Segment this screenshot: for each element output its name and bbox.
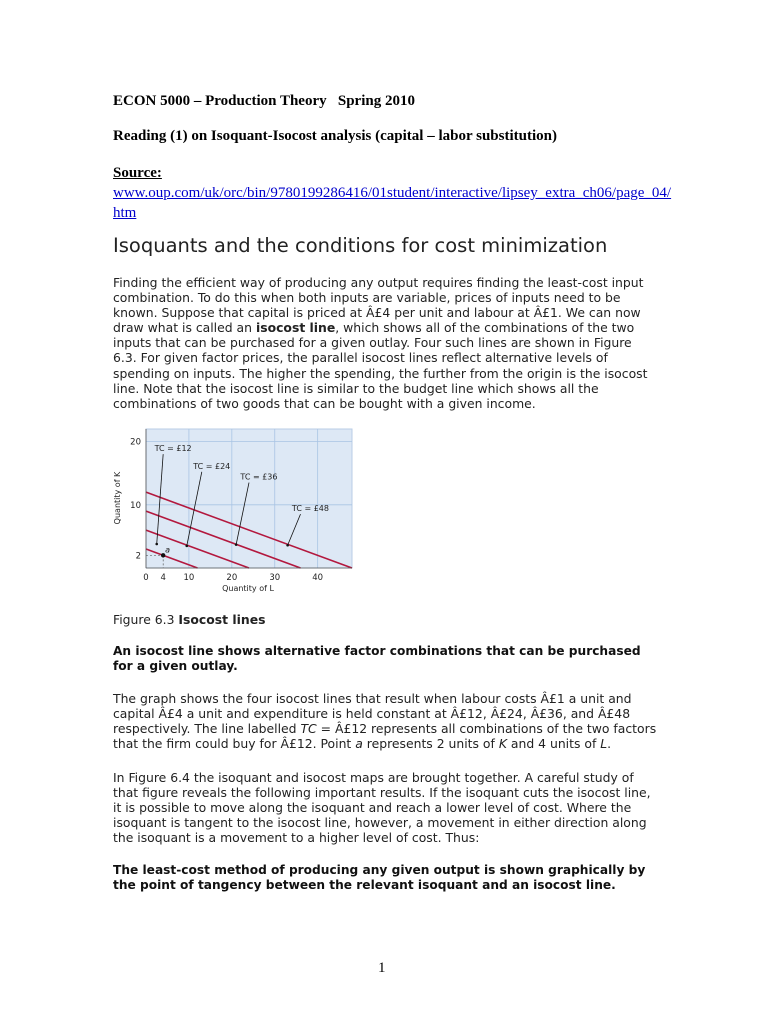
series-label-1: TC = £12 bbox=[154, 444, 192, 454]
series-label-4: TC = £48 bbox=[291, 504, 329, 514]
page-number: 1 bbox=[378, 960, 386, 976]
x-tick-label: 0 bbox=[143, 573, 149, 583]
tc-symbol: TC bbox=[300, 721, 317, 737]
graph-text-2: = Â£12 represents all combinations of the two factors that the firm could buy for Â£12. Point bbox=[113, 721, 657, 752]
caption-title: Isocost lines bbox=[178, 612, 266, 627]
reading-title: Reading (1) on Isoquant-Isocost analysis (capital – labor substitution) bbox=[113, 128, 557, 144]
pointer-arrowhead bbox=[286, 544, 289, 547]
k-symbol: K bbox=[498, 736, 507, 752]
graph-text-4: and 4 units of bbox=[506, 736, 601, 752]
figure-6-4-paragraph: In Figure 6.4 the isoquant and isocost maps are brought together. A careful study of that figure reveals the following important results. If the isoquant cuts the isocost line, it is possible to move along the isoquant and reach a lower level of cost. Where the isoquant is tangent to the isocost line, however, a movement in either direction along the isoquant is a movement to a higher level of cost. Thus: bbox=[113, 770, 651, 846]
series-label-3: TC = £36 bbox=[240, 472, 278, 482]
intro-text-2: , which shows all of the combinations of the two inputs that can be purchased for a given outlay. Four such lines are shown in Figure 6.3. For given factor prices, the parallel isocost lines reflect alternative levels of spending on inputs. The higher the spending, the further from the origin is the isocost line. Note that the isocost line is similar to the budget line which shows all the combinations of two goods that can be bought with a given income. bbox=[113, 320, 648, 411]
y-axis-label: Quantity of K bbox=[113, 471, 122, 525]
y-tick-labels bbox=[130, 438, 141, 562]
pointer-arrowhead bbox=[155, 543, 158, 546]
intro-text-1: Finding the efficient way of producing any output requires finding the least-cost input combination. To do this when both inputs are variable, prices of inputs need to be known. Suppose that capital is priced at Â£4 per unit and labour at Â£1. We can now draw what is called an bbox=[113, 275, 644, 336]
x-tick-label: 10 bbox=[183, 573, 195, 583]
figure-caption bbox=[113, 612, 265, 627]
graph-text-5: . bbox=[607, 736, 612, 752]
graph-explanation-paragraph bbox=[113, 691, 658, 751]
l-symbol: L bbox=[600, 736, 608, 752]
least-cost-statement: The least-cost method of producing any given output is shown graphically by the point of tangency between the relevant isoquant and an isocost line. bbox=[113, 863, 646, 893]
x-axis-label: Quantity of L bbox=[222, 584, 274, 593]
caption-prefix: Figure 6.3 bbox=[113, 612, 179, 627]
graph-text-1: The graph shows the four isocost lines that result when labour costs Â£1 a unit and capital Â£4 a unit and expenditure is held constant at Â£12, Â£24, Â£36, and Â£48 respectively. The line labelled bbox=[113, 691, 632, 737]
y-tick-label: 20 bbox=[130, 437, 141, 448]
point-a-symbol: a bbox=[355, 736, 363, 752]
intro-paragraph bbox=[113, 275, 658, 411]
section-heading: Isoquants and the conditions for cost minimization bbox=[113, 234, 608, 257]
y-tick-label: 2 bbox=[135, 551, 141, 562]
x-tick-label: 4 bbox=[160, 573, 166, 583]
pointer-arrowhead bbox=[185, 545, 188, 548]
x-tick-label: 30 bbox=[269, 573, 281, 583]
isocost-definition: An isocost line shows alternative factor combinations that can be purchased for a given outlay. bbox=[113, 644, 641, 674]
point-a-label: a bbox=[165, 545, 171, 555]
series-label-2: TC = £24 bbox=[193, 461, 231, 471]
source-label: Source: bbox=[113, 165, 162, 181]
isocost-chart bbox=[110, 426, 360, 596]
isocost-line-term: isocost line bbox=[255, 320, 336, 336]
course-title: ECON 5000 – Production Theory Spring 2010 bbox=[113, 93, 415, 109]
y-tick-label: 10 bbox=[130, 500, 141, 511]
source-link[interactable]: www.oup.com/uk/orc/bin/9780199286416/01student/interactive/lipsey_extra_ch06/page_04/htm bbox=[113, 185, 672, 221]
x-tick-label: 40 bbox=[312, 573, 324, 583]
graph-text-3: represents 2 units of bbox=[362, 736, 499, 752]
x-tick-label: 20 bbox=[226, 573, 238, 583]
pointer-arrowhead bbox=[235, 543, 238, 546]
x-tick-labels bbox=[143, 573, 323, 583]
